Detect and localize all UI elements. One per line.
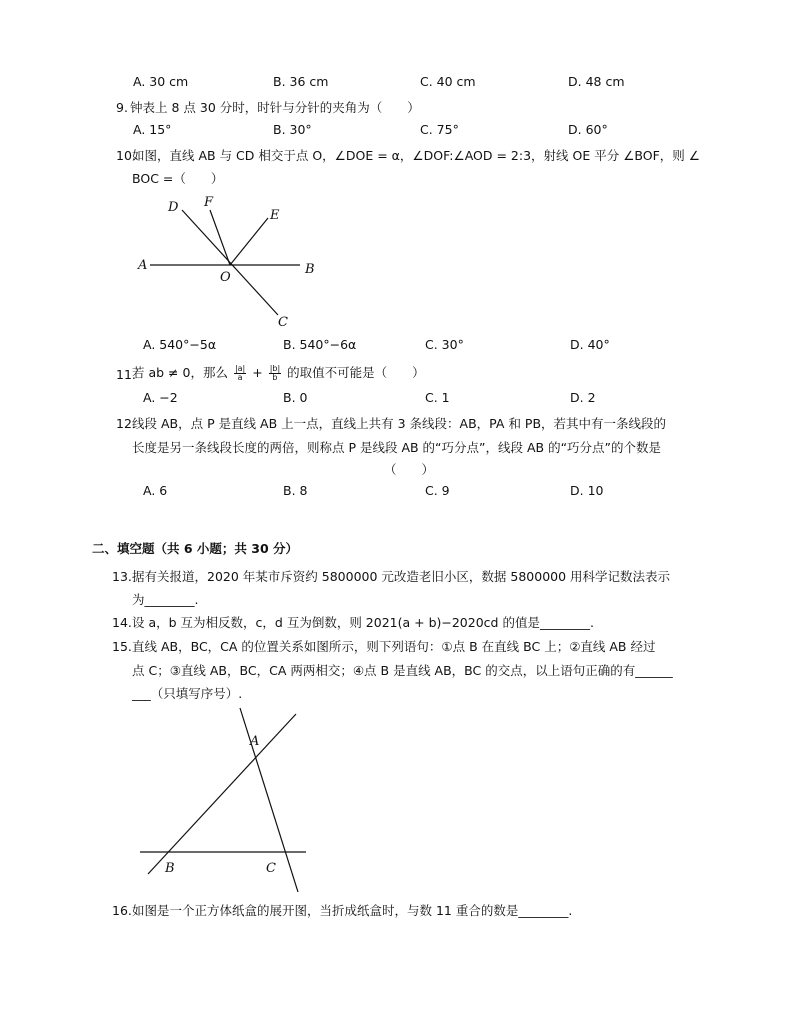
q11-plus: + [252, 365, 263, 380]
q11-frac2-num: |b| [269, 364, 281, 373]
q11-option-b: B. 0 [283, 390, 308, 405]
q12-text-line3: （ ） [384, 462, 435, 477]
q10-number: 10. [116, 148, 136, 163]
q9-option-a: A. 15° [133, 122, 172, 137]
q11-text [132, 364, 425, 382]
label-d: D [168, 200, 179, 215]
q12-text-line1: 线段 AB，点 P 是直线 AB 上一点，直线上共有 3 条线段：AB，PA 和 PB，若其中有一条线段的 [132, 416, 667, 431]
q12-text-line2: 长度是另一条线段长度的两倍，则称点 P 是线段 AB 的“巧分点”，线段 AB 的“巧分点”的个数是 [132, 440, 662, 455]
label-b-15: B [165, 861, 175, 876]
q15-text-line2: 点 C；③直线 AB，BC，CA 两两相交；④点 B 是直线 AB，BC 的交点，以上语句正确的有______ [132, 663, 673, 678]
q11-prefix: 若 ab ≠ 0，那么 [132, 365, 228, 380]
q15-text-line3: ___（只填写序号）. [132, 686, 243, 701]
q11-suffix: 的取值不可能是（ ） [287, 365, 425, 380]
label-e: E [270, 208, 280, 223]
q12-option-c: C. 9 [425, 483, 450, 498]
q11-option-a: A. −2 [143, 390, 178, 405]
q8-option-c: C. 40 cm [420, 74, 476, 89]
label-f: F [204, 195, 214, 210]
q9-text: 钟表上 8 点 30 分时，时针与分针的夹角为（ ） [130, 100, 420, 115]
q13-text-line1: 据有关报道，2020 年某市斥资约 5800000 元改造老旧小区，数据 5800000 用科学记数法表示 [132, 569, 671, 584]
label-b: B [305, 262, 315, 277]
q12-option-a: A. 6 [143, 483, 168, 498]
q14-text: 设 a，b 互为相反数，c，d 互为倒数，则 2021(a + b)−2020cd 的值是________. [132, 615, 594, 630]
q10-option-c: C. 30° [425, 337, 464, 352]
line-ab-15 [148, 714, 296, 874]
q11-frac1-den: a [237, 373, 243, 382]
label-a-15: A [250, 734, 260, 749]
q10-option-d: D. 40° [570, 337, 610, 352]
q16-text: 如图是一个正方体纸盒的展开图，当折成纸盒时，与数 11 重合的数是________. [132, 903, 573, 918]
q10-option-b: B. 540°−6α [283, 337, 357, 352]
q9-option-c: C. 75° [420, 122, 459, 137]
q15-figure [140, 704, 315, 899]
q9-option-b: B. 30° [273, 122, 312, 137]
q8-option-b: B. 36 cm [273, 74, 329, 89]
q11-number: 11. [116, 367, 136, 382]
label-c-15: C [266, 861, 276, 876]
label-o: O [220, 270, 231, 285]
q8-option-a: A. 30 cm [133, 74, 189, 89]
q12-option-b: B. 8 [283, 483, 308, 498]
q11-frac2-den: b [272, 373, 278, 382]
q10-text-line1: 如图，直线 AB 与 CD 相交于点 O，∠DOE = α，∠DOF:∠AOD = 2:3，射线 OE 平分 ∠BOF，则 ∠ [132, 148, 700, 163]
section-title-fill-in: 二、填空题（共 6 小题；共 30 分） [92, 541, 299, 556]
q14-number: 14. [112, 615, 132, 630]
q13-number: 13. [112, 569, 132, 584]
q11-fraction-a [234, 365, 246, 382]
q12-option-d: D. 10 [570, 483, 604, 498]
q8-option-d: D. 48 cm [568, 74, 625, 89]
q11-option-d: D. 2 [570, 390, 596, 405]
q10-figure [130, 190, 320, 330]
label-c: C [278, 315, 288, 330]
ray-oe [230, 218, 268, 265]
q11-fraction-b [269, 365, 281, 382]
q15-number: 15. [112, 639, 132, 654]
label-a: A [138, 258, 148, 273]
q15-text-line1: 直线 AB，BC，CA 的位置关系如图所示，则下列语句：①点 B 在直线 BC 上；②直线 AB 经过 [132, 639, 656, 654]
line-dc [182, 210, 278, 315]
q16-number: 16. [112, 903, 132, 918]
q9-number: 9. [116, 100, 128, 115]
q11-frac1-num: |a| [234, 364, 246, 373]
q13-text-line2: 为________. [132, 592, 199, 607]
q9-option-d: D. 60° [568, 122, 608, 137]
q11-option-c: C. 1 [425, 390, 450, 405]
q10-text-line2: BOC =（ ） [132, 171, 224, 186]
ray-of [210, 210, 230, 265]
q12-number: 12. [116, 416, 136, 431]
q10-option-a: A. 540°−5α [143, 337, 217, 352]
